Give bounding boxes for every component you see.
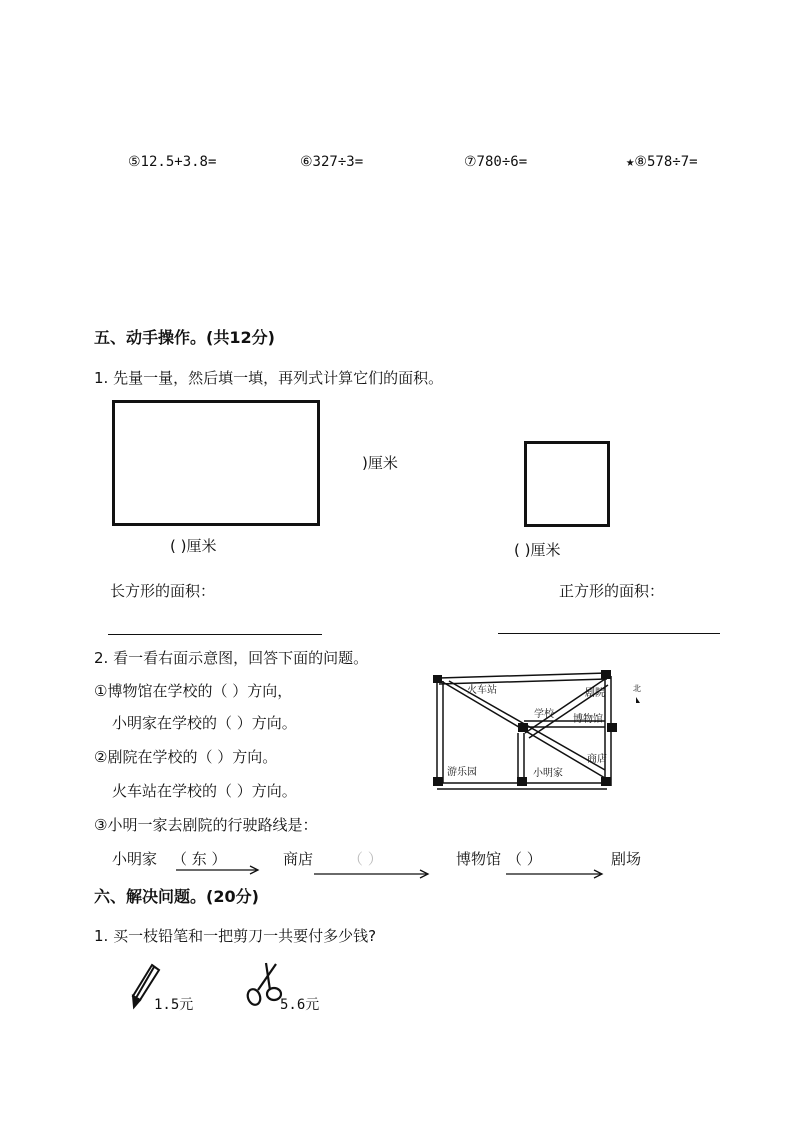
theater-building-icon: [601, 670, 611, 679]
shop-building-icon: [601, 777, 611, 786]
map-shop-label: 商店: [587, 754, 607, 765]
route-dir1: （ 东 ）: [172, 850, 227, 868]
map-school-label: 学校: [534, 709, 554, 720]
section6-title: 六、解决问题。(20分): [94, 887, 259, 906]
school-building-icon: [518, 723, 528, 732]
q2-line1: ①博物馆在学校的（ ）方向，: [94, 682, 293, 700]
section6-q1: 1. 买一枝铅笔和一把剪刀一共要付多少钱?: [94, 927, 377, 945]
square-area-answer-line[interactable]: [498, 633, 720, 634]
home-building-icon: [517, 777, 527, 786]
calc-q6: ⑥327÷3=: [300, 154, 364, 170]
q2-line3: ②剧院在学校的（ ）方向。: [94, 748, 278, 766]
calc-q7: ⑦780÷6=: [464, 154, 528, 170]
park-building-icon: [433, 777, 443, 786]
map-station-label: 火车站: [467, 685, 497, 696]
rect-bottom-label: ( )厘米: [170, 537, 217, 555]
section5-q1: 1. 先量一量，然后填一填，再列式计算它们的面积。: [94, 369, 444, 387]
measure-rectangle: [112, 400, 320, 526]
square-area-label: 正方形的面积：: [559, 582, 665, 600]
measure-square: [524, 441, 610, 527]
route-end: 剧场: [611, 850, 642, 868]
calc-q8: ★⑧578÷7=: [626, 154, 698, 170]
route-dir3: （ ）: [507, 850, 542, 868]
pencil-price: 1.5元: [154, 997, 194, 1013]
north-arrow-icon: [636, 697, 640, 703]
museum-building-icon: [607, 723, 617, 732]
rect-area-label: 长方形的面积：: [110, 582, 216, 600]
scissors-price: 5.6元: [280, 997, 320, 1013]
route-stop1: 商店: [283, 850, 314, 868]
route-stop2: 博物馆: [456, 850, 502, 868]
map-museum-label: 博物馆: [573, 714, 603, 725]
route-dir2: （ ）: [348, 850, 383, 868]
station-building-icon: [433, 675, 442, 683]
route-start: 小明家: [112, 850, 158, 868]
map-theater-label: 剧院: [585, 688, 605, 699]
q2-line5: ③小明一家去剧院的行驶路线是：: [94, 816, 318, 834]
rect-side-label: )厘米: [362, 454, 398, 472]
direction-map: [425, 665, 655, 800]
calc-q5: ⑤12.5+3.8=: [128, 154, 217, 170]
map-north-label: 北: [633, 684, 641, 693]
section5-q2: 2. 看一看右面示意图，回答下面的问题。: [94, 649, 369, 667]
q2-line2: 小明家在学校的（ ）方向。: [112, 714, 297, 732]
section5-title: 五、动手操作。(共12分): [94, 328, 275, 347]
square-bottom-label: ( )厘米: [514, 541, 561, 559]
route-arrows: [0, 860, 794, 884]
map-home-label: 小明家: [533, 768, 563, 779]
rect-area-answer-line[interactable]: [108, 634, 322, 635]
map-park-label: 游乐园: [447, 767, 477, 778]
q2-line4: 火车站在学校的（ ）方向。: [112, 782, 297, 800]
